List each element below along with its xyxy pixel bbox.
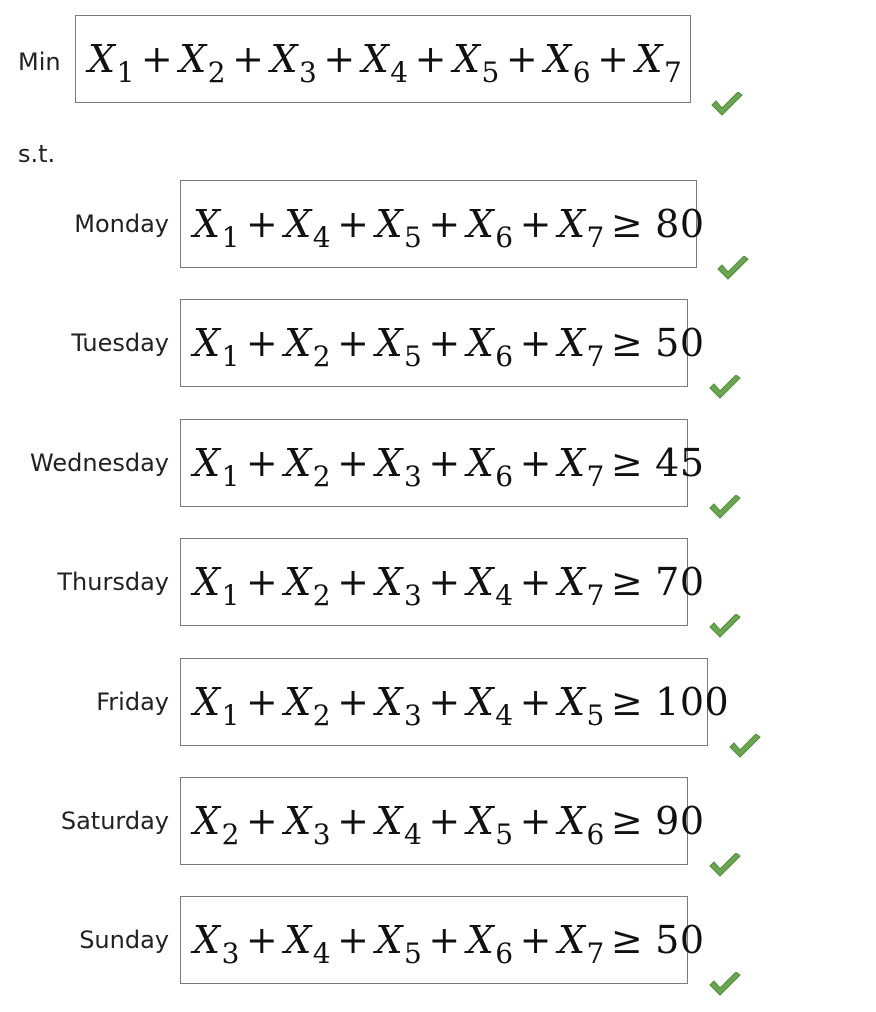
variable-term: $X_3$ <box>375 560 423 612</box>
constraint-rhs: 80 <box>655 202 705 246</box>
variable-term: $X_7$ <box>557 560 605 612</box>
variable-term: $X_1$ <box>193 680 240 732</box>
variable-term: $X_3$ <box>284 799 332 851</box>
variable-term: $X_2$ <box>284 560 332 612</box>
plus-operator: + <box>337 680 370 724</box>
variable-term: $X_2$ <box>193 799 240 851</box>
plus-operator: + <box>245 799 279 843</box>
variable-term: $X_1$ <box>193 560 240 612</box>
plus-operator: + <box>245 560 279 604</box>
variable-term: $X_3$ <box>193 918 240 970</box>
variable-term: $X_3$ <box>270 37 318 89</box>
check-mark-icon <box>716 256 750 282</box>
plus-operator: + <box>519 680 552 724</box>
variable-term: $X_6$ <box>466 441 514 493</box>
plus-operator: + <box>519 441 552 485</box>
constraint-input-friday[interactable] <box>180 658 730 746</box>
check-mark-icon <box>708 853 742 879</box>
constraint-label-saturday: Saturday <box>60 807 169 835</box>
variable-term: $X_7$ <box>557 441 605 493</box>
plus-operator: + <box>519 918 552 962</box>
plus-operator: + <box>519 202 552 246</box>
variable-term: $X_2$ <box>179 37 227 89</box>
variable-term: $X_1$ <box>193 321 240 373</box>
variable-term: $X_6$ <box>557 799 605 851</box>
relation-operator: ≥ <box>610 560 644 604</box>
variable-term: $X_4$ <box>284 202 332 254</box>
constraint-rhs: 70 <box>655 560 705 604</box>
variable-term: $X_7$ <box>557 202 605 254</box>
plus-operator: + <box>245 202 279 246</box>
constraint-label-sunday: Sunday <box>79 926 169 954</box>
constraint-label-wednesday: Wednesday <box>30 449 169 477</box>
variable-term: $X_4$ <box>361 37 409 89</box>
plus-operator: + <box>337 918 370 962</box>
plus-operator: + <box>428 799 461 843</box>
plus-operator: + <box>428 441 461 485</box>
variable-term: $X_7$ <box>557 918 605 970</box>
plus-operator: + <box>428 918 461 962</box>
variable-term: $X_6$ <box>466 321 514 373</box>
variable-term: $X_5$ <box>557 680 605 732</box>
variable-term: $X_4$ <box>375 799 423 851</box>
plus-operator: + <box>337 799 370 843</box>
constraint-rhs: 50 <box>655 321 705 365</box>
check-mark-icon <box>708 495 742 521</box>
plus-operator: + <box>519 321 552 365</box>
plus-operator: + <box>428 560 461 604</box>
subject-to-label: s.t. <box>18 140 56 168</box>
constraint-expression <box>193 918 705 970</box>
plus-operator: + <box>140 37 174 81</box>
plus-operator: + <box>245 918 279 962</box>
constraint-expression <box>193 202 705 254</box>
variable-term: $X_4$ <box>466 560 514 612</box>
variable-term: $X_1$ <box>193 202 240 254</box>
variable-term: $X_2$ <box>284 441 332 493</box>
relation-operator: ≥ <box>610 799 644 843</box>
relation-operator: ≥ <box>610 918 644 962</box>
constraint-input-tuesday[interactable] <box>180 299 705 387</box>
variable-term: $X_7$ <box>635 37 683 89</box>
relation-operator: ≥ <box>610 202 644 246</box>
plus-operator: + <box>232 37 265 81</box>
constraint-expression <box>193 441 705 493</box>
objective-input[interactable] <box>75 15 691 103</box>
constraint-label-thursday: Thursday <box>57 568 169 596</box>
plus-operator: + <box>337 441 370 485</box>
variable-term: $X_1$ <box>193 441 240 493</box>
plus-operator: + <box>428 321 461 365</box>
constraint-label-tuesday: Tuesday <box>71 329 169 357</box>
relation-operator: ≥ <box>610 680 644 724</box>
variable-term: $X_1$ <box>88 37 135 89</box>
variable-term: $X_6$ <box>466 918 514 970</box>
objective-label: Min <box>18 48 61 76</box>
variable-term: $X_5$ <box>375 321 423 373</box>
variable-term: $X_3$ <box>375 680 423 732</box>
plus-operator: + <box>245 441 279 485</box>
variable-term: $X_5$ <box>466 799 514 851</box>
check-mark-icon <box>710 92 744 118</box>
constraint-expression <box>193 560 705 612</box>
constraint-rhs: 90 <box>655 799 705 843</box>
check-mark-icon <box>728 734 762 760</box>
variable-term: $X_4$ <box>284 918 332 970</box>
plus-operator: + <box>414 37 447 81</box>
variable-term: $X_3$ <box>375 441 423 493</box>
constraint-rhs: 45 <box>655 441 705 485</box>
check-mark-icon <box>708 614 742 640</box>
plus-operator: + <box>337 321 370 365</box>
plus-operator: + <box>505 37 539 81</box>
plus-operator: + <box>519 799 552 843</box>
plus-operator: + <box>323 37 356 81</box>
constraint-input-saturday[interactable] <box>180 777 705 865</box>
variable-term: $X_7$ <box>557 321 605 373</box>
constraint-expression <box>193 680 730 732</box>
relation-operator: ≥ <box>610 321 644 365</box>
constraint-label-monday: Monday <box>74 210 169 238</box>
constraint-label-friday: Friday <box>96 688 169 716</box>
objective-expression <box>88 37 683 89</box>
constraint-input-monday[interactable] <box>180 180 705 268</box>
plus-operator: + <box>245 321 279 365</box>
constraint-input-wednesday[interactable] <box>180 419 705 507</box>
check-mark-icon <box>708 972 742 998</box>
variable-term: $X_5$ <box>375 202 423 254</box>
plus-operator: + <box>245 680 279 724</box>
variable-term: $X_2$ <box>284 680 332 732</box>
constraint-expression <box>193 321 705 373</box>
constraint-rhs: 100 <box>655 680 730 724</box>
variable-term: $X_5$ <box>452 37 500 89</box>
constraint-input-sunday[interactable] <box>180 896 705 984</box>
plus-operator: + <box>337 202 370 246</box>
constraint-input-thursday[interactable] <box>180 538 705 626</box>
plus-operator: + <box>337 560 370 604</box>
variable-term: $X_2$ <box>284 321 332 373</box>
variable-term: $X_6$ <box>544 37 592 89</box>
plus-operator: + <box>597 37 630 81</box>
plus-operator: + <box>428 202 461 246</box>
relation-operator: ≥ <box>610 441 644 485</box>
check-mark-icon <box>708 375 742 401</box>
plus-operator: + <box>519 560 552 604</box>
plus-operator: + <box>428 680 461 724</box>
variable-term: $X_4$ <box>466 680 514 732</box>
variable-term: $X_6$ <box>466 202 514 254</box>
constraint-rhs: 50 <box>655 918 705 962</box>
constraint-expression <box>193 799 705 851</box>
variable-term: $X_5$ <box>375 918 423 970</box>
